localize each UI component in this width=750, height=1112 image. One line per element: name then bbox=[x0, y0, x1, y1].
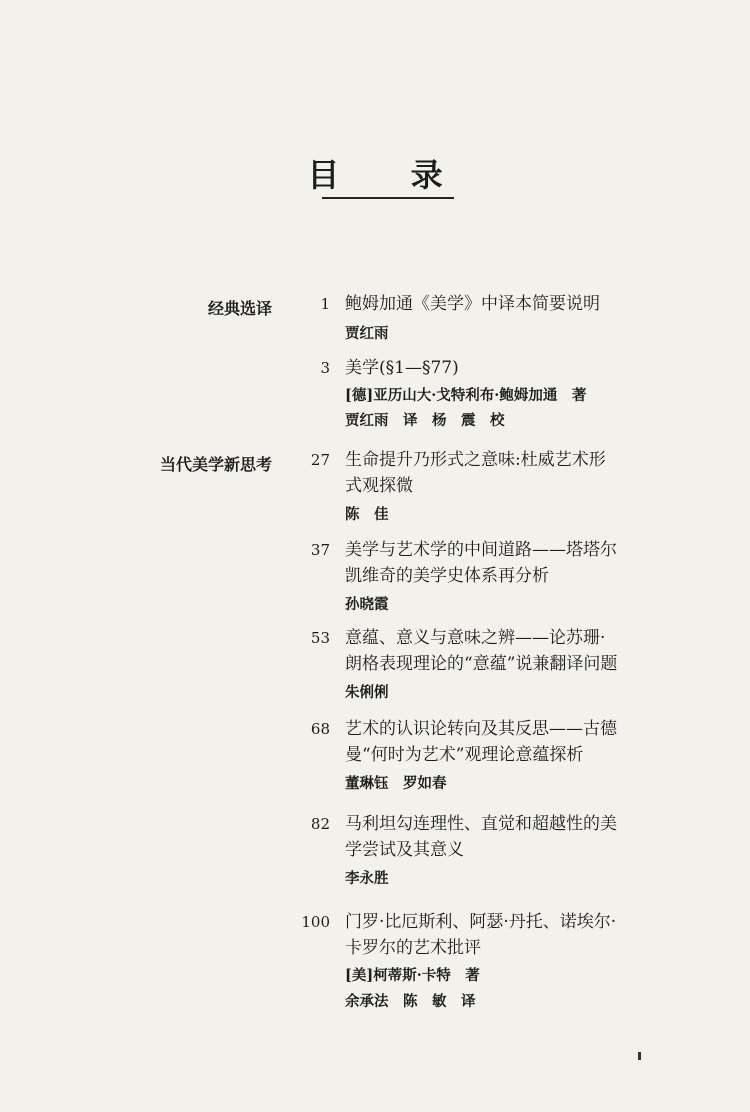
entry-title-line: 美学与艺术学的中间道路——塔塔尔 bbox=[345, 540, 617, 560]
page-number: 100 bbox=[301, 913, 330, 931]
entry-author-line: 董琳钰 罗如春 bbox=[345, 775, 447, 792]
section-heading-contemporary-aesthetics: 当代美学新思考 bbox=[159, 455, 272, 474]
print-mark bbox=[638, 1052, 641, 1060]
page-number: 3 bbox=[320, 359, 330, 377]
page-number: 37 bbox=[310, 541, 330, 559]
entry-title-line: 曼“何时为艺术”观理论意蕴探析 bbox=[345, 745, 584, 765]
entry-author-line: 李永胜 bbox=[345, 870, 389, 887]
entry-author-line: 陈 佳 bbox=[345, 506, 389, 523]
page-number: 53 bbox=[310, 629, 330, 647]
page-number: 27 bbox=[310, 451, 330, 469]
title-underline bbox=[322, 197, 454, 199]
page-number: 82 bbox=[310, 815, 330, 833]
entry-title-line: 鲍姆加通《美学》中译本简要说明 bbox=[345, 294, 600, 314]
entry-title-line: 式观探微 bbox=[345, 476, 413, 496]
entry-author-line: 贾红雨 译 杨 震 校 bbox=[345, 412, 505, 429]
entry-title-line: 卡罗尔的艺术批评 bbox=[345, 938, 481, 958]
entry-title-line: 门罗·比厄斯利、阿瑟·丹托、诺埃尔· bbox=[345, 912, 617, 932]
entry-title-line: 艺术的认识论转向及其反思——古德 bbox=[345, 719, 617, 739]
entry-title-line: 凯维奇的美学史体系再分析 bbox=[345, 566, 549, 586]
page-number: 1 bbox=[320, 295, 330, 313]
entry-title-line: 生命提升乃形式之意味:杜威艺术形 bbox=[345, 450, 606, 470]
entry-author-line: [美]柯蒂斯·卡特 著 bbox=[345, 967, 480, 984]
entry-author-line: [德]亚历山大·戈特利布·鲍姆加通 著 bbox=[345, 387, 587, 404]
entry-title-line: 学尝试及其意义 bbox=[345, 840, 464, 860]
entry-title-line: 美学(§1—§77) bbox=[345, 358, 459, 378]
page-number: 68 bbox=[310, 720, 330, 738]
entry-title-line: 朗格表现理论的“意蕴”说兼翻译问题 bbox=[345, 654, 618, 674]
section-heading-classic-translations: 经典选译 bbox=[207, 299, 272, 318]
entry-author-line: 朱俐俐 bbox=[345, 684, 389, 701]
entry-title-line: 马利坦勾连理性、直觉和超越性的美 bbox=[345, 814, 617, 834]
entry-title-line: 意蕴、意义与意味之辨——论苏珊· bbox=[345, 628, 606, 648]
entry-author-line: 余承法 陈 敏 译 bbox=[345, 993, 476, 1010]
page-title: 目 录 bbox=[307, 156, 473, 194]
entry-author-line: 孙晓霞 bbox=[345, 596, 389, 613]
entry-author-line: 贾红雨 bbox=[345, 325, 389, 342]
